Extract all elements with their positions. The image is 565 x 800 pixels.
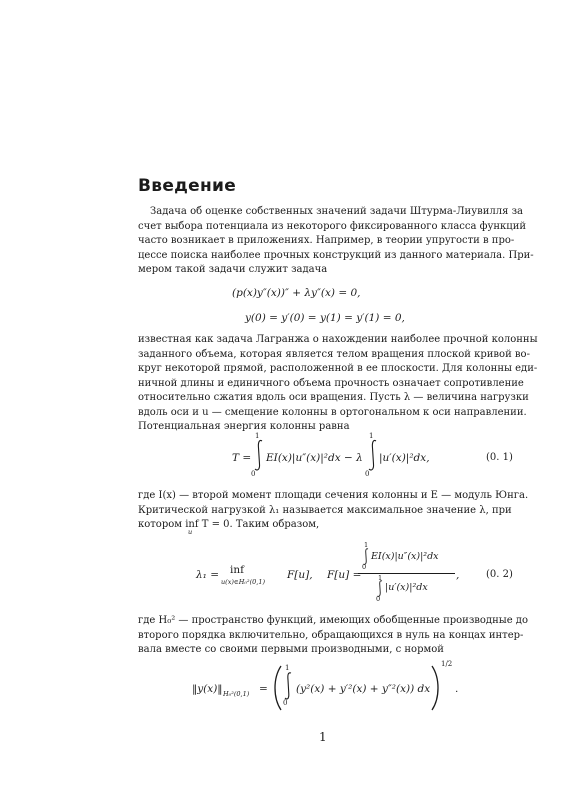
text-line: где H₀² — пространство функций, имеющих обобщенные производные до xyxy=(138,615,528,626)
paragraph-lagrange xyxy=(138,333,538,435)
text-line: часто возникает в приложениях. Например, в теории упругости в про- xyxy=(138,235,515,246)
section-heading: Введение xyxy=(138,176,237,196)
text-line: Задача об оценке собственных значений задачи Штурма-Лиувилля за xyxy=(150,206,524,217)
text-line: круг некоторой прямой, расположенной в ее плоскости. Для колонны еди- xyxy=(138,363,538,374)
page-number: 1 xyxy=(319,730,327,744)
text-line: котором inf T = 0. Таким образом, xyxy=(138,519,320,530)
equation-number: (0. 1) xyxy=(486,452,513,463)
text-line: Потенциальная энергия колонны равна xyxy=(138,421,350,432)
text-line: вала вместе со своими первыми производными, с нормой xyxy=(138,644,444,655)
text-line: цессе поиска наиболее прочных конструкций из данного материала. При- xyxy=(138,249,534,261)
text-line: мером такой задачи служит задача xyxy=(138,264,328,275)
document-page: Введение Задача об оценке собственных значений задачи Штурма-Лиувилля за счет выбора потенциала из некоторого фиксированного класса функций часто возникает в приложениях. Например, в теории упругости в про- цессе поиска наиболее прочных конструкций из данного материала. При- мером такой задачи служит задача (p(x)y″(x))″ + λy″(x) = 0, y(0) = y′(0) = y(1) = y′(1) = 0, известная как задача Лагранжа о нахождении наиболее прочной колонны заданного объема, которая является телом вращения плоской кривой во- круг некоторой прямой, расположенной в ее плоскости. Для колонны еди- ничной длины и единичного объема прочность означает сопротивление относительно сжатия вдоль оси вращения. Пусть λ — величина нагрузки вдоль оси и u — смещение колонны в ортогональном к оси направлении. Потенциальная энергия колонны равна T = 1 0 EI(x)|u″(x)|²dx − λ 1 0 |u′(x)|²dx, (0. 1) где I(x) — второй момент площади сечения колонны и E — модуль Юнга. Критической нагрузкой λ₁ называется максимальное значение λ, при котором inf T = 0. Таким образом, u λ₁ = inf u(x)∈H₀²(0,1) F[u], F[u] = 1 0 EI(x)|u″(x)|²dx 1 0 |u′(x)|²dx , (0. 2) где H₀² — пространство функций, имеющих обобщенные производные до второго порядка включительно, обращающихся в нуль на концах интер- вала вместе со своими первыми производными, с нормой ‖y(x)‖ H₀²(0,1) = 1 0 (y²(x) + y′²(x) + y″²(x)) dx 1/2 . 1 xyxy=(138,176,538,744)
integral-sign xyxy=(253,438,265,472)
text-line: известная как задача Лагранжа о нахождении наиболее прочной колонны xyxy=(138,334,538,345)
right-paren xyxy=(430,664,442,712)
paragraph-critical-load xyxy=(138,489,529,533)
text-line: где I(x) — второй момент площади сечения колонны и E — модуль Юнга. xyxy=(138,490,529,501)
paragraph-intro xyxy=(138,205,534,278)
text-line: вдоль оси и u — смещение колонны в ортогональном к оси направлении. xyxy=(138,406,527,418)
text-line: Критической нагрузкой λ₁ называется максимальное значение λ, при xyxy=(138,504,512,516)
paragraph-sobolev-space xyxy=(138,614,528,658)
text-line: ничной длины и единичного объема прочность означает сопротивление xyxy=(138,377,524,389)
integral-sign xyxy=(367,438,379,472)
text-line: относительно сжатия вдоль оси вращения. Пусть λ — величина нагрузки xyxy=(138,392,529,403)
fraction-bar xyxy=(358,573,455,574)
text-line: заданного объема, которая является телом вращения плоской кривой во- xyxy=(138,348,530,360)
integral-sign xyxy=(283,671,294,701)
equation-boundary-conditions: y(0) = y′(0) = y(1) = y′(1) = 0, xyxy=(245,312,405,324)
text-line: счет выбора потенциала из некоторого фиксированного класса функций xyxy=(138,220,527,232)
text-line: второго порядка включительно, обращающихся в нуль на концах интер- xyxy=(138,629,524,641)
left-paren xyxy=(271,664,283,712)
inf-subscript: u xyxy=(188,528,193,536)
equation-number: (0. 2) xyxy=(486,569,513,580)
equation-sturm-liouville: (p(x)y″(x))″ + λy″(x) = 0, xyxy=(232,287,361,299)
